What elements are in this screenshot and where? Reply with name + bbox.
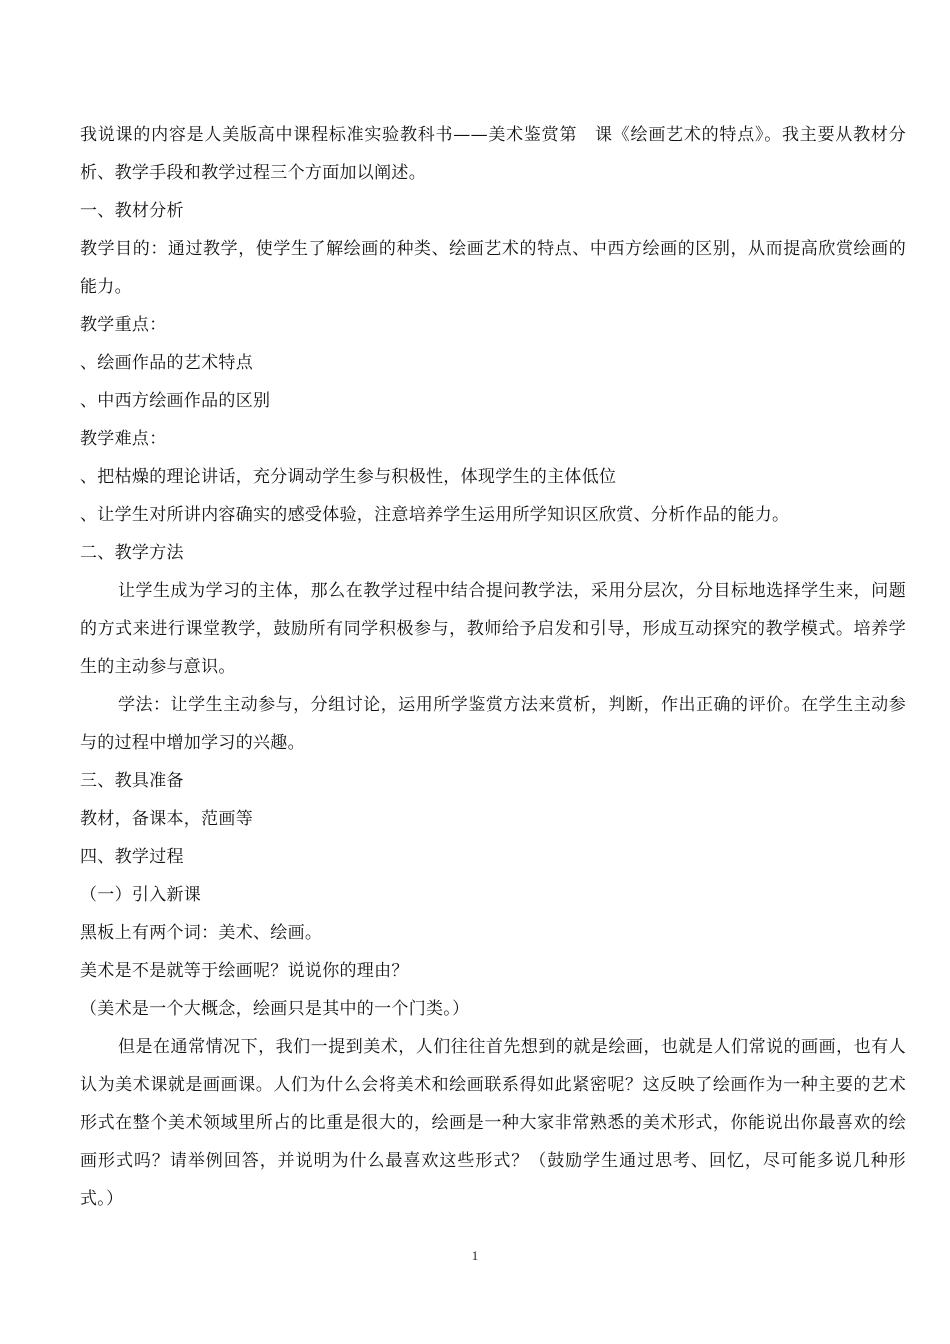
subsection-heading-intro: （一）引入新课 <box>80 885 202 905</box>
blackboard-line: 黑板上有两个词：美术、绘画。 <box>80 923 323 943</box>
key-point-item-2: 、中西方绘画作品的区别 <box>80 391 271 411</box>
section-heading-teaching-methods: 二、教学方法 <box>80 543 184 563</box>
answer-line: （美术是一个大概念，绘画只是其中的一个门类。） <box>80 999 470 1019</box>
key-points-label: 教学重点： <box>80 315 167 335</box>
section-heading-materials-analysis: 一、教材分析 <box>80 201 184 221</box>
closing-paragraph: 但是在通常情况下，我们一提到美术，人们往往首先想到的就是绘画，也就是人们常说的画画，也有人认为美术课就是画画课。人们为什么会将美术和绘画联系得如此紧密呢？这反映了绘画作为一种主要的艺术形式在整个美术领域里所占的比重是很大的，绘画是一种大家非常熟悉的美术形式，你能说出你最喜欢的绘画形式吗？请举例回答，并说明为什么最喜欢这些形式？（鼓励学生通过思考、回忆，尽可能多说几种形式。） <box>80 1037 906 1209</box>
page-number: 1 <box>471 1248 479 1263</box>
method-paragraph: 让学生成为学习的主体，那么在教学过程中结合提问教学法，采用分层次，分目标地选择学生来，问题的方式来进行课堂教学，鼓励所有同学积极参与，教师给予启发和引导，形成互动探究的教学模式。培养学生的主动参与意识。 <box>80 581 906 677</box>
document-body <box>80 116 906 1218</box>
difficulties-label: 教学难点： <box>80 429 167 449</box>
intro-paragraph: 我说课的内容是人美版高中课程标准实验教科书——美术鉴赏第 课《绘画艺术的特点》。我主要从教材分析、教学手段和教学过程三个方面加以阐述。 <box>80 125 906 183</box>
difficulty-item-1: 、把枯燥的理论讲话，充分调动学生参与积极性，体现学生的主体低位 <box>80 467 617 487</box>
difficulty-item-2: 、让学生对所讲内容确实的感受体验，注意培养学生运用所学知识区欣赏、分析作品的能力。 <box>80 505 790 525</box>
teaching-goal-paragraph: 教学目的：通过教学，使学生了解绘画的种类、绘画艺术的特点、中西方绘画的区别，从而提高欣赏绘画的能力。 <box>80 239 906 297</box>
question-line: 美术是不是就等于绘画呢？说说你的理由？ <box>80 961 409 981</box>
section-heading-teaching-aids: 三、教具准备 <box>80 771 184 791</box>
materials-line: 教材，备课本，范画等 <box>80 809 253 829</box>
key-point-item-1: 、绘画作品的艺术特点 <box>80 353 253 373</box>
study-method-paragraph: 学法：让学生主动参与，分组讨论，运用所学鉴赏方法来赏析，判断，作出正确的评价。在学生主动参与的过程中增加学习的兴趣。 <box>80 695 906 753</box>
section-heading-teaching-process: 四、教学过程 <box>80 847 184 867</box>
